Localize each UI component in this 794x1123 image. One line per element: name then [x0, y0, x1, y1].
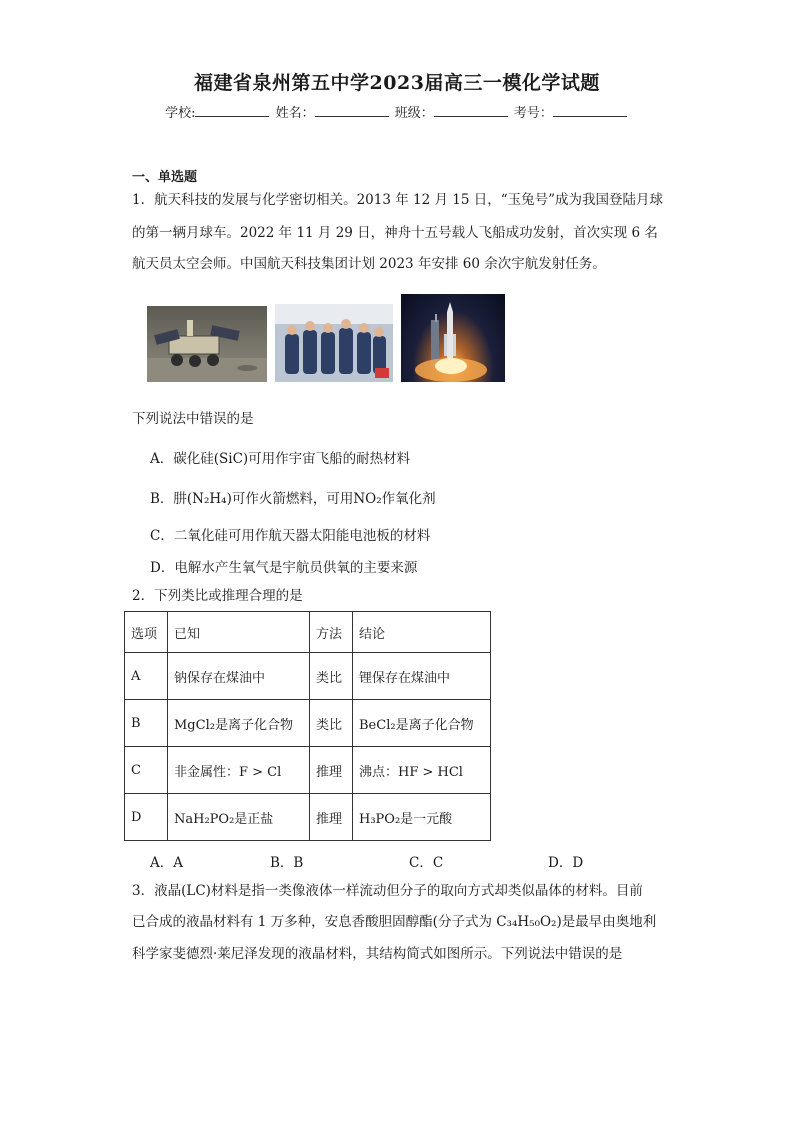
student-info-line: [0, 102, 794, 121]
table-cell: 非金属性：F > Cl: [168, 747, 310, 794]
q2-option-b[interactable]: B．B: [270, 855, 304, 871]
exam-number-label: 考号：: [513, 106, 553, 121]
rocket-launch-photo: [401, 294, 505, 382]
lunar-rover-photo: [147, 306, 267, 382]
section-heading: 一、单选题: [132, 170, 198, 185]
q2-option-d[interactable]: D．D: [548, 855, 584, 871]
class-label: 班级：: [394, 106, 434, 121]
table-header-row: [125, 612, 491, 653]
table-cell: C: [125, 747, 168, 794]
q2-option-c[interactable]: C．C: [409, 855, 444, 871]
table-cell: 推理: [310, 794, 353, 841]
q1-line-2: 的第一辆月球车。2022 年 11 月 29 日，神舟十五号载人飞船成功发射，首次实现 6 名: [132, 225, 658, 241]
q1-stem: 下列说法中错误的是: [132, 411, 254, 427]
table-cell: A: [125, 653, 168, 700]
exam-number-blank[interactable]: [553, 104, 627, 117]
table-cell: D: [125, 794, 168, 841]
q3-line-1: 3．液晶(LC)材料是指一类像液体一样流动但分子的取向方式却类似晶体的材料。目前: [132, 883, 643, 899]
q2-stem: 2．下列类比或推理合理的是: [132, 588, 303, 604]
q2-option-a[interactable]: A．A: [150, 855, 183, 871]
q1-option-c[interactable]: C．二氧化硅可用作航天器太阳能电池板的材料: [150, 528, 431, 544]
q2-table: [124, 611, 491, 841]
school-label: 学校:: [165, 106, 196, 121]
q1-option-d[interactable]: D．电解水产生氧气是宇航员供氧的主要来源: [150, 560, 418, 576]
q1-option-a[interactable]: A．碳化硅(SiC)可用作宇宙飞船的耐热材料: [150, 451, 411, 467]
name-blank[interactable]: [315, 104, 389, 117]
table-cell: 钠保存在煤油中: [168, 653, 310, 700]
q3-line-2: 已合成的液晶材料有 1 万多种，安息香酸胆固醇酯(分子式为 C₃₄H₅₀O₂)是最早由奥地利: [132, 914, 657, 930]
table-header-cell: 方法: [310, 612, 353, 653]
q1-line-1: 1．航天科技的发展与化学密切相关。2013 年 12 月 15 日，“玉兔号”成为我国登陆月球: [132, 192, 664, 208]
table-cell: 推理: [310, 747, 353, 794]
table-cell: H₃PO₂是一元酸: [353, 794, 491, 841]
table-row: [125, 747, 491, 794]
table-cell: 锂保存在煤油中: [353, 653, 491, 700]
astronauts-photo: [275, 304, 393, 382]
table-header-cell: 选项: [125, 612, 168, 653]
class-blank[interactable]: [434, 104, 508, 117]
q1-option-b[interactable]: B．肼(N₂H₄)可作火箭燃料，可用NO₂作氧化剂: [150, 491, 436, 507]
exam-title: 福建省泉州第五中学2023届高三一模化学试题: [194, 72, 600, 94]
table-cell: MgCl₂是离子化合物: [168, 700, 310, 747]
table-cell: 沸点：HF > HCl: [353, 747, 491, 794]
name-label: 姓名：: [275, 106, 315, 121]
table-header-cell: 已知: [168, 612, 310, 653]
table-cell: B: [125, 700, 168, 747]
table-cell: NaH₂PO₂是正盐: [168, 794, 310, 841]
table-row: [125, 653, 491, 700]
table-row: [125, 700, 491, 747]
table-cell: 类比: [310, 700, 353, 747]
q1-line-3: 航天员太空会师。中国航天科技集团计划 2023 年安排 60 余次宇航发射任务。: [132, 256, 606, 272]
table-header-cell: 结论: [353, 612, 491, 653]
table-cell: 类比: [310, 653, 353, 700]
table-row: [125, 794, 491, 841]
school-blank[interactable]: [195, 104, 269, 117]
q3-line-3: 科学家斐德烈·莱尼泽发现的液晶材料，其结构简式如图所示。下列说法中错误的是: [132, 946, 623, 962]
table-cell: BeCl₂是离子化合物: [353, 700, 491, 747]
